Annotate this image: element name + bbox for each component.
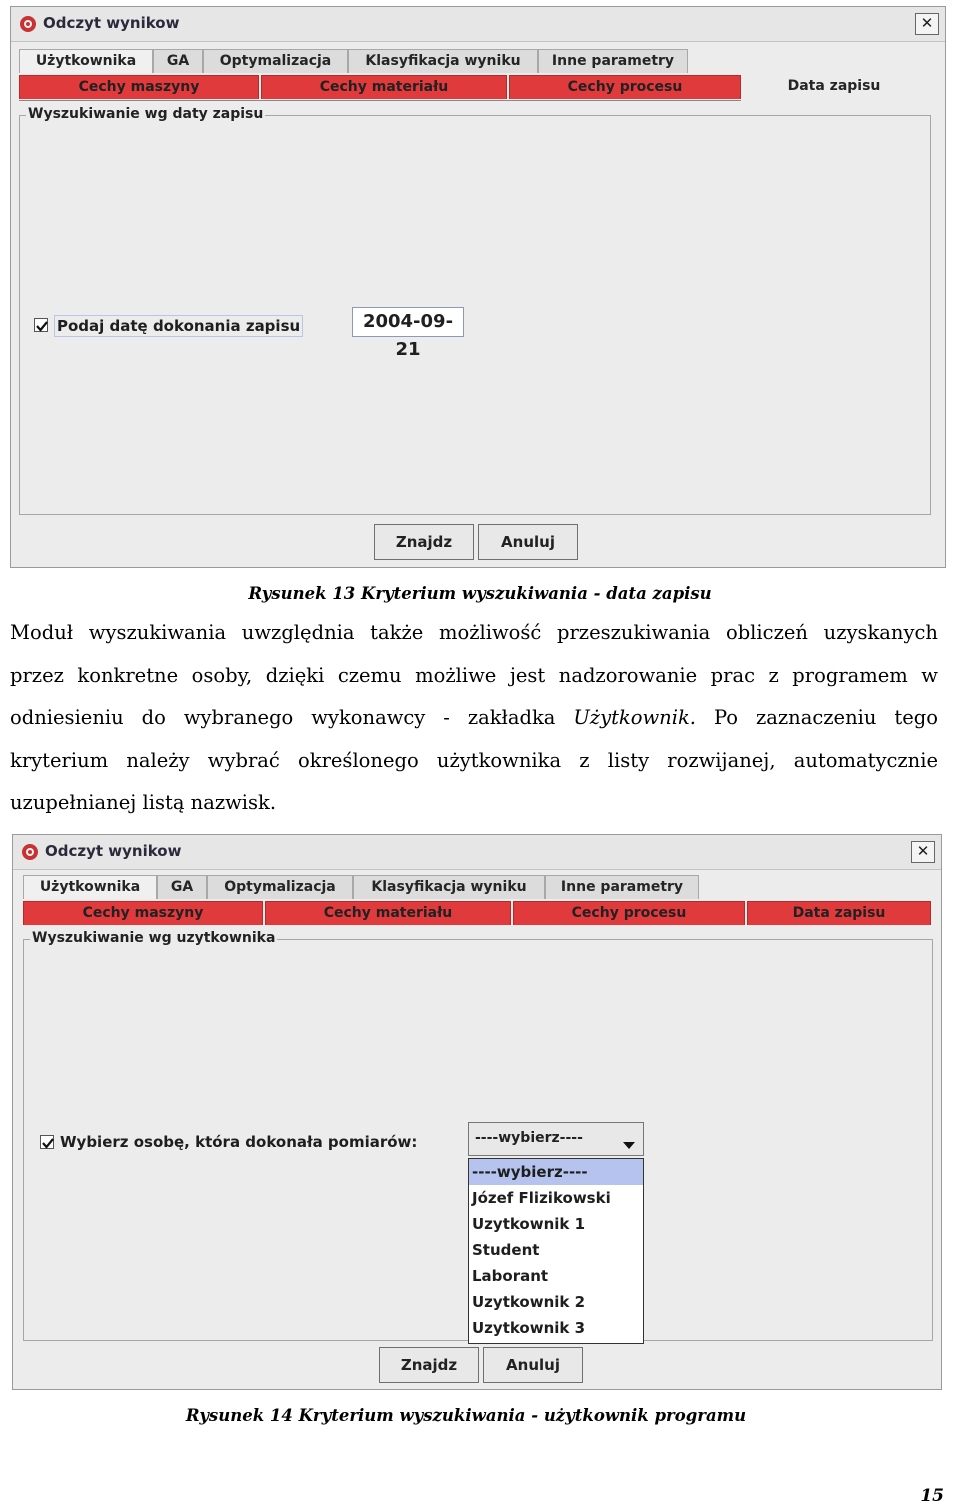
figure-14-caption: Rysunek 14 Kryterium wyszukiwania - użytkownik programu bbox=[185, 1406, 747, 1425]
tab-optymalizacja[interactable]: Optymalizacja bbox=[207, 875, 353, 899]
paragraph-line-3-head: odniesieniu do wybranego wykonawcy - zakładka bbox=[10, 706, 574, 729]
figure-13-caption: Rysunek 13 Kryterium wyszukiwania - data zapisu bbox=[248, 584, 712, 603]
user-select-value: ----wybierz---- bbox=[475, 1130, 583, 1146]
tab-inne-parametry[interactable]: Inne parametry bbox=[545, 875, 699, 899]
find-button[interactable]: Znajdz bbox=[374, 524, 474, 560]
body-paragraph bbox=[10, 612, 938, 825]
window-title: Odczyt wynikow bbox=[43, 14, 180, 32]
paragraph-line-5: uzupełnianej listą nazwisk. bbox=[10, 791, 277, 814]
tab-optymalizacja[interactable]: Optymalizacja bbox=[203, 49, 348, 73]
tab-cechy-procesu[interactable]: Cechy procesu bbox=[513, 901, 745, 925]
user-select[interactable] bbox=[468, 1122, 644, 1156]
user-checkbox[interactable] bbox=[40, 1135, 54, 1149]
checkmark-icon bbox=[41, 1136, 55, 1150]
date-checkbox[interactable] bbox=[34, 318, 48, 332]
close-icon[interactable]: ✕ bbox=[915, 13, 939, 35]
chevron-down-icon[interactable] bbox=[623, 1135, 635, 1154]
date-checkbox-label: Podaj datę dokonania zapisu bbox=[54, 315, 303, 337]
user-search-panel bbox=[23, 930, 933, 1341]
title-bar bbox=[11, 7, 945, 42]
date-search-panel bbox=[19, 106, 931, 515]
dropdown-item-uzytkownik-2[interactable]: Uzytkownik 2 bbox=[472, 1293, 586, 1311]
tab-data-zapisu[interactable]: Data zapisu bbox=[787, 78, 881, 94]
title-bar bbox=[13, 835, 941, 870]
dropdown-item-uzytkownik-1[interactable]: Uzytkownik 1 bbox=[472, 1215, 586, 1233]
tab-cechy-materialu[interactable]: Cechy materiału bbox=[261, 75, 507, 99]
window-user-search bbox=[12, 834, 942, 1390]
dropdown-item-laborant[interactable]: Laborant bbox=[472, 1267, 549, 1285]
cancel-button[interactable]: Anuluj bbox=[483, 1347, 583, 1383]
user-dropdown-list bbox=[468, 1158, 644, 1344]
tab-uzytkownika[interactable]: Użytkownika bbox=[19, 49, 153, 73]
cancel-button[interactable]: Anuluj bbox=[478, 524, 578, 560]
date-input[interactable]: 2004-09-21 bbox=[352, 307, 464, 337]
tab-inne-parametry[interactable]: Inne parametry bbox=[538, 49, 688, 73]
tab-klasyfikacja-wyniku[interactable]: Klasyfikacja wyniku bbox=[353, 875, 545, 899]
tab-ga[interactable]: GA bbox=[157, 875, 207, 899]
page-number: 15 bbox=[920, 1486, 944, 1506]
checkmark-icon bbox=[35, 319, 49, 333]
paragraph-line-1: Moduł wyszukiwania uwzględnia także możliwość przeszukiwania obliczeń uzyskanych bbox=[10, 621, 938, 644]
tab-cechy-maszyny[interactable]: Cechy maszyny bbox=[19, 75, 259, 99]
dropdown-item-uzytkownik-3[interactable]: Uzytkownik 3 bbox=[472, 1319, 586, 1337]
tab-cechy-maszyny[interactable]: Cechy maszyny bbox=[23, 901, 263, 925]
window-date-search bbox=[10, 6, 946, 568]
panel-title: Wyszukiwanie wg uzytkownika bbox=[32, 930, 276, 946]
dropdown-item-placeholder[interactable]: ----wybierz---- bbox=[469, 1159, 643, 1185]
tab-cechy-procesu[interactable]: Cechy procesu bbox=[509, 75, 741, 99]
paragraph-line-4: kryterium należy wybrać określonego użytkownika z listy rozwijanej, automatycznie bbox=[10, 748, 938, 772]
close-icon[interactable]: ✕ bbox=[911, 841, 935, 863]
tab-cechy-materialu[interactable]: Cechy materiału bbox=[265, 901, 511, 925]
panel-title: Wyszukiwanie wg daty zapisu bbox=[28, 106, 264, 122]
window-title: Odczyt wynikow bbox=[45, 842, 182, 860]
dropdown-item-jozef-flizikowski[interactable]: Józef Flizikowski bbox=[472, 1189, 611, 1207]
tab-data-zapisu[interactable]: Data zapisu bbox=[747, 901, 931, 925]
tab-underline bbox=[19, 100, 741, 101]
dropdown-item-student[interactable]: Student bbox=[472, 1241, 540, 1259]
paragraph-line-2: przez konkretne osoby, dzięki czemu możliwe jest nadzorowanie prac z programem w bbox=[10, 663, 938, 687]
tab-uzytkownika[interactable]: Użytkownika bbox=[23, 875, 157, 899]
app-icon bbox=[19, 15, 37, 33]
paragraph-line-3-tail: Po zaznaczeniu tego bbox=[696, 706, 938, 729]
tab-ga[interactable]: GA bbox=[153, 49, 203, 73]
app-icon bbox=[21, 843, 39, 861]
user-checkbox-label: Wybierz osobę, która dokonała pomiarów: bbox=[60, 1133, 418, 1151]
find-button[interactable]: Znajdz bbox=[379, 1347, 479, 1383]
uzytkownik-tab-reference: Użytkownik. bbox=[573, 706, 696, 729]
tab-klasyfikacja-wyniku[interactable]: Klasyfikacja wyniku bbox=[348, 49, 538, 73]
paragraph-line-3 bbox=[10, 697, 938, 740]
